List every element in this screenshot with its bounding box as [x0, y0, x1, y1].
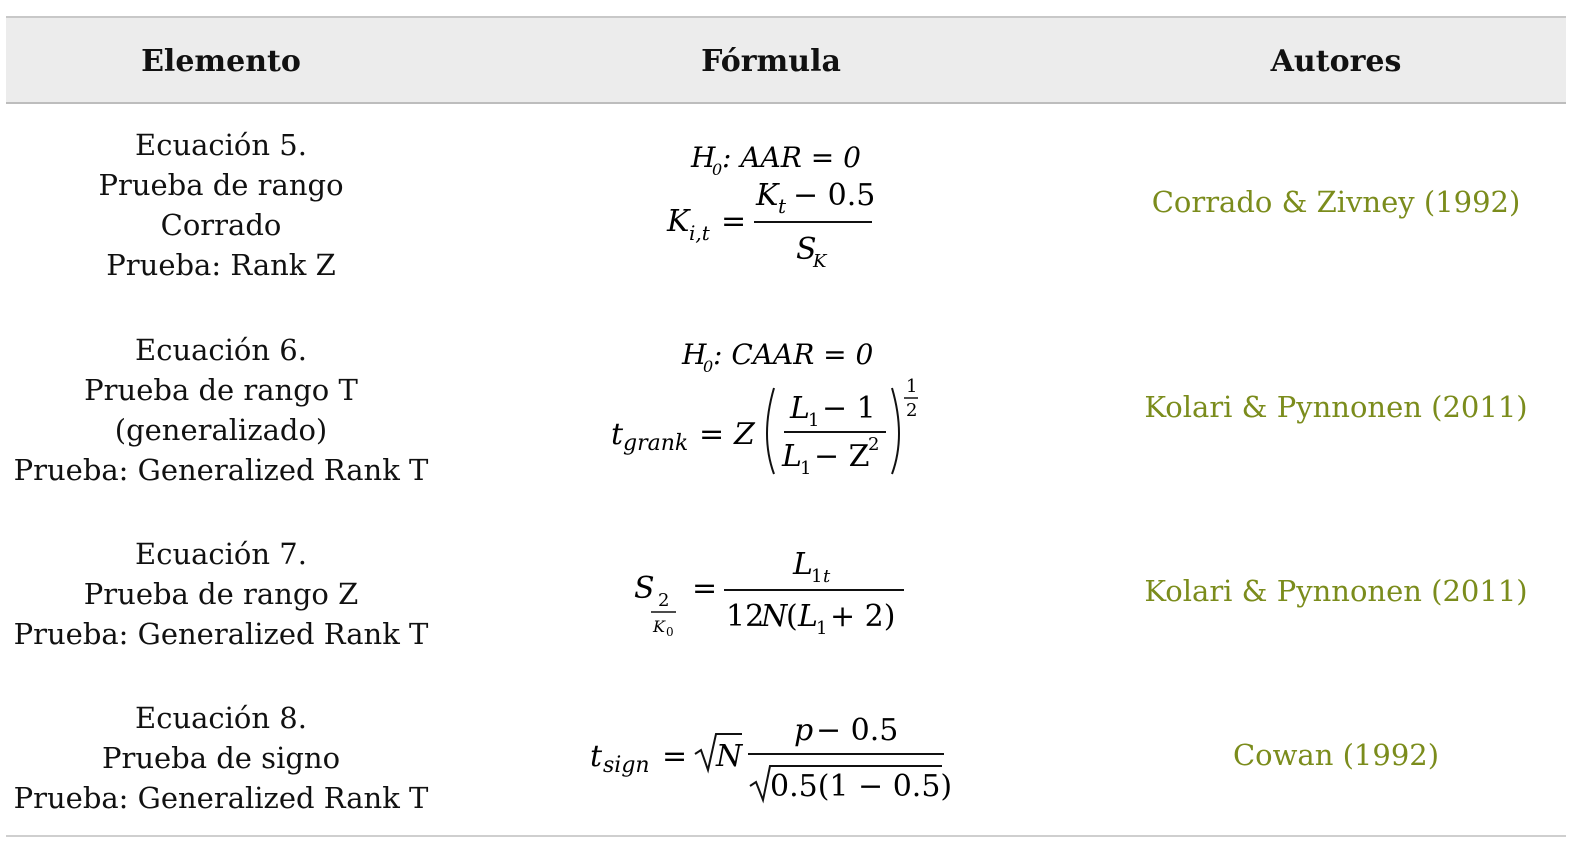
- svg-text:grank: grank: [623, 431, 689, 456]
- table-row: [6, 698, 1566, 823]
- svg-text:(: (: [786, 599, 798, 634]
- svg-text:=: =: [721, 204, 747, 239]
- header-element: Elemento: [141, 44, 301, 79]
- svg-text:1: 1: [816, 618, 828, 639]
- author-cell: Kolari & Pynnonen (2011): [1144, 574, 1528, 608]
- svg-text:L: L: [793, 547, 813, 582]
- svg-text:+ 2): + 2): [830, 599, 896, 634]
- table-row: [6, 534, 1566, 654]
- element-cell: Ecuación 8. Prueba de signo Prueba: Generalized Rank T: [13, 701, 429, 815]
- svg-text:t: t: [823, 566, 831, 587]
- svg-text:=: =: [662, 739, 688, 774]
- svg-text:N: N: [716, 739, 743, 774]
- svg-text:0: 0: [703, 357, 714, 376]
- svg-text:2: 2: [658, 590, 670, 611]
- svg-text:1: 1: [811, 566, 823, 587]
- svg-text:1: 1: [800, 458, 812, 479]
- svg-text:p: p: [794, 713, 814, 748]
- svg-text:− 0.5: − 0.5: [793, 178, 876, 213]
- svg-text:0: 0: [666, 625, 674, 639]
- formula-rank-z-generalized: [506, 540, 1036, 650]
- svg-text:t: t: [590, 739, 603, 774]
- svg-text:: AAR = 0: : AAR = 0: [722, 141, 861, 174]
- author-cell: Kolari & Pynnonen (2011): [1144, 390, 1528, 424]
- svg-text:K: K: [756, 178, 779, 213]
- svg-text:K: K: [813, 251, 827, 272]
- svg-text:12: 12: [726, 599, 765, 634]
- svg-text:H: H: [691, 141, 716, 174]
- svg-text:L: L: [782, 439, 802, 474]
- svg-text:H: H: [682, 338, 707, 371]
- svg-text:=: =: [692, 571, 718, 606]
- table-header: [6, 16, 1566, 104]
- header-authors: Autores: [1270, 44, 1402, 79]
- element-cell: Ecuación 6. Prueba de rango T (generalizado) Prueba: Generalized Rank T: [13, 333, 429, 487]
- svg-text:sign: sign: [603, 753, 650, 778]
- formula-cell: [506, 704, 1036, 818]
- svg-text:1: 1: [808, 410, 820, 431]
- table-row: [6, 330, 1566, 500]
- svg-text:t: t: [778, 194, 787, 218]
- svg-text:− Z: − Z: [814, 439, 870, 474]
- svg-text:0.5(1 − 0.5): 0.5(1 − 0.5): [770, 769, 953, 804]
- element-cell: Ecuación 7. Prueba de rango Z Prueba: Generalized Rank T: [13, 537, 429, 651]
- table-bottom-rule: [6, 835, 1566, 837]
- element-cell: Ecuación 5. Prueba de rango Corrado Prueba: Rank Z: [98, 128, 344, 282]
- svg-text:1: 1: [906, 376, 918, 397]
- svg-text:t: t: [611, 417, 624, 452]
- svg-text:L: L: [798, 599, 818, 634]
- formula-sign-test: [506, 704, 1036, 814]
- svg-text:2: 2: [906, 400, 918, 421]
- svg-text:Z: Z: [734, 417, 755, 452]
- svg-text:− 1: − 1: [822, 391, 876, 426]
- svg-text:N: N: [761, 599, 788, 634]
- svg-text:=: =: [699, 417, 725, 452]
- svg-text:K: K: [667, 204, 690, 239]
- table-row: [6, 125, 1566, 290]
- svg-text:S: S: [634, 571, 655, 606]
- header-formula: Fórmula: [701, 44, 841, 79]
- svg-text:S: S: [796, 232, 817, 267]
- svg-text:i,t: i,t: [689, 221, 710, 245]
- formula-rank-z: [506, 133, 1036, 283]
- svg-text:0: 0: [712, 160, 723, 179]
- formula-cell: [506, 540, 1036, 654]
- author-cell: Cowan (1992): [1232, 738, 1440, 772]
- author-cell: Corrado & Zivney (1992): [1151, 185, 1521, 219]
- svg-text:− 0.5: − 0.5: [816, 713, 899, 748]
- svg-text:2: 2: [868, 434, 880, 455]
- formula-cell: [506, 336, 1036, 490]
- svg-text:: CAAR = 0: : CAAR = 0: [713, 338, 874, 371]
- formula-cell: [506, 133, 1036, 287]
- svg-text:K: K: [653, 617, 665, 636]
- formula-generalized-rank-t: [506, 336, 1036, 486]
- svg-text:L: L: [790, 391, 810, 426]
